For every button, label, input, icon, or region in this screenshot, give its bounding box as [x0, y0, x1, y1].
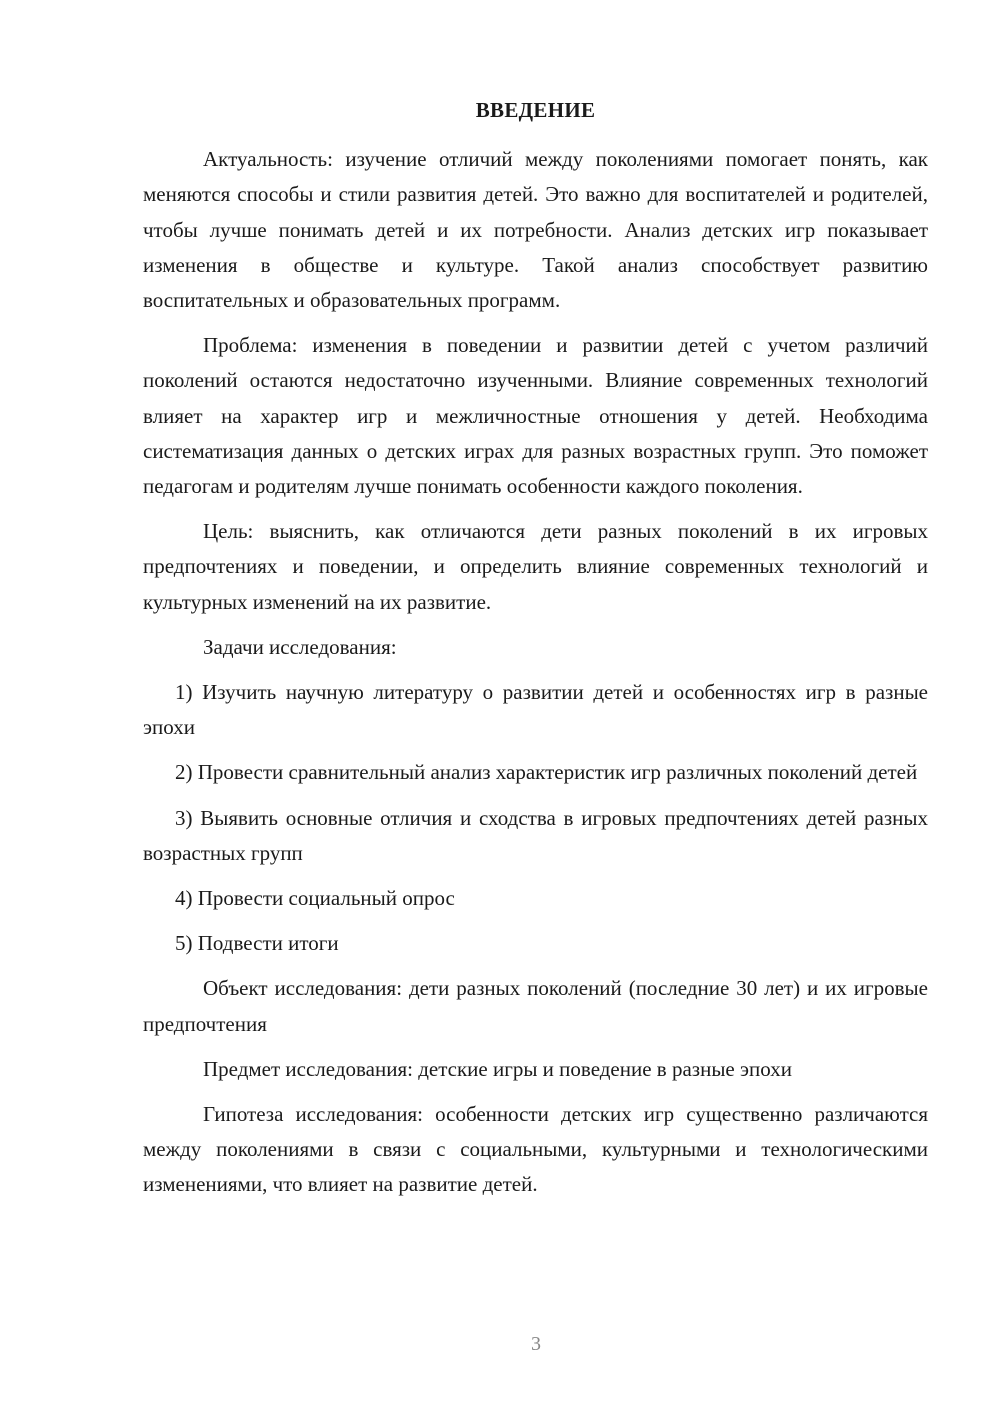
task-item: 5) Подвести итоги [175, 931, 339, 956]
goal-paragraph: Цель: выяснить, как отличаются дети разных поколений в их игровых предпочтениях и поведении, и определить влияние современных технологий и культурных изменений на их развитие. [143, 519, 928, 614]
relevance-paragraph: Актуальность: изучение отличий между поколениями помогает понять, как меняются способы и стили развития детей. Это важно для воспитателей и родителей, чтобы лучше понимать детей и их потребности. Анализ детских игр показывает изменения в обществе и культуре. Такой анализ способствует развитию воспитательных и образовательных программ. [143, 147, 928, 313]
task-item: 3) Выявить основные отличия и сходства в игровых предпочтениях детей разных возрастных групп [143, 805, 928, 865]
subject-paragraph: Предмет исследования: детские игры и поведение в разные эпохи [203, 1056, 792, 1081]
object-paragraph: Объект исследования: дети разных поколений (последние 30 лет) и их игровые предпочтения [143, 976, 928, 1036]
hypothesis-paragraph: Гипотеза исследования: особенности детских игр существенно различаются между поколениями в связи с социальными, культурными и технологическими изменениями, что влияет на развитие детей. [143, 1102, 928, 1197]
task-item: 2) Провести сравнительный анализ характеристик игр различных поколений детей [175, 760, 918, 785]
tasks-list [143, 675, 928, 961]
task-item: 4) Провести социальный опрос [175, 886, 455, 911]
task-item: 1) Изучить научную литературу о развитии детей и особенностях игр в разные эпохи [143, 680, 928, 740]
page-content [143, 93, 928, 1213]
problem-paragraph: Проблема: изменения в поведении и развитии детей с учетом различий поколений остаются недостаточно изученными. Влияние современных технологий влияет на характер игр и межличностные отношения у детей. Необходима систематизация данных о детских играх для разных возрастных групп. Это поможет педагогам и родителям лучше понимать особенности каждого поколения. [143, 333, 928, 499]
tasks-heading: Задачи исследования: [203, 634, 397, 659]
section-title: ВВЕДЕНИЕ [475, 98, 596, 122]
page-number: 3 [531, 1333, 541, 1355]
